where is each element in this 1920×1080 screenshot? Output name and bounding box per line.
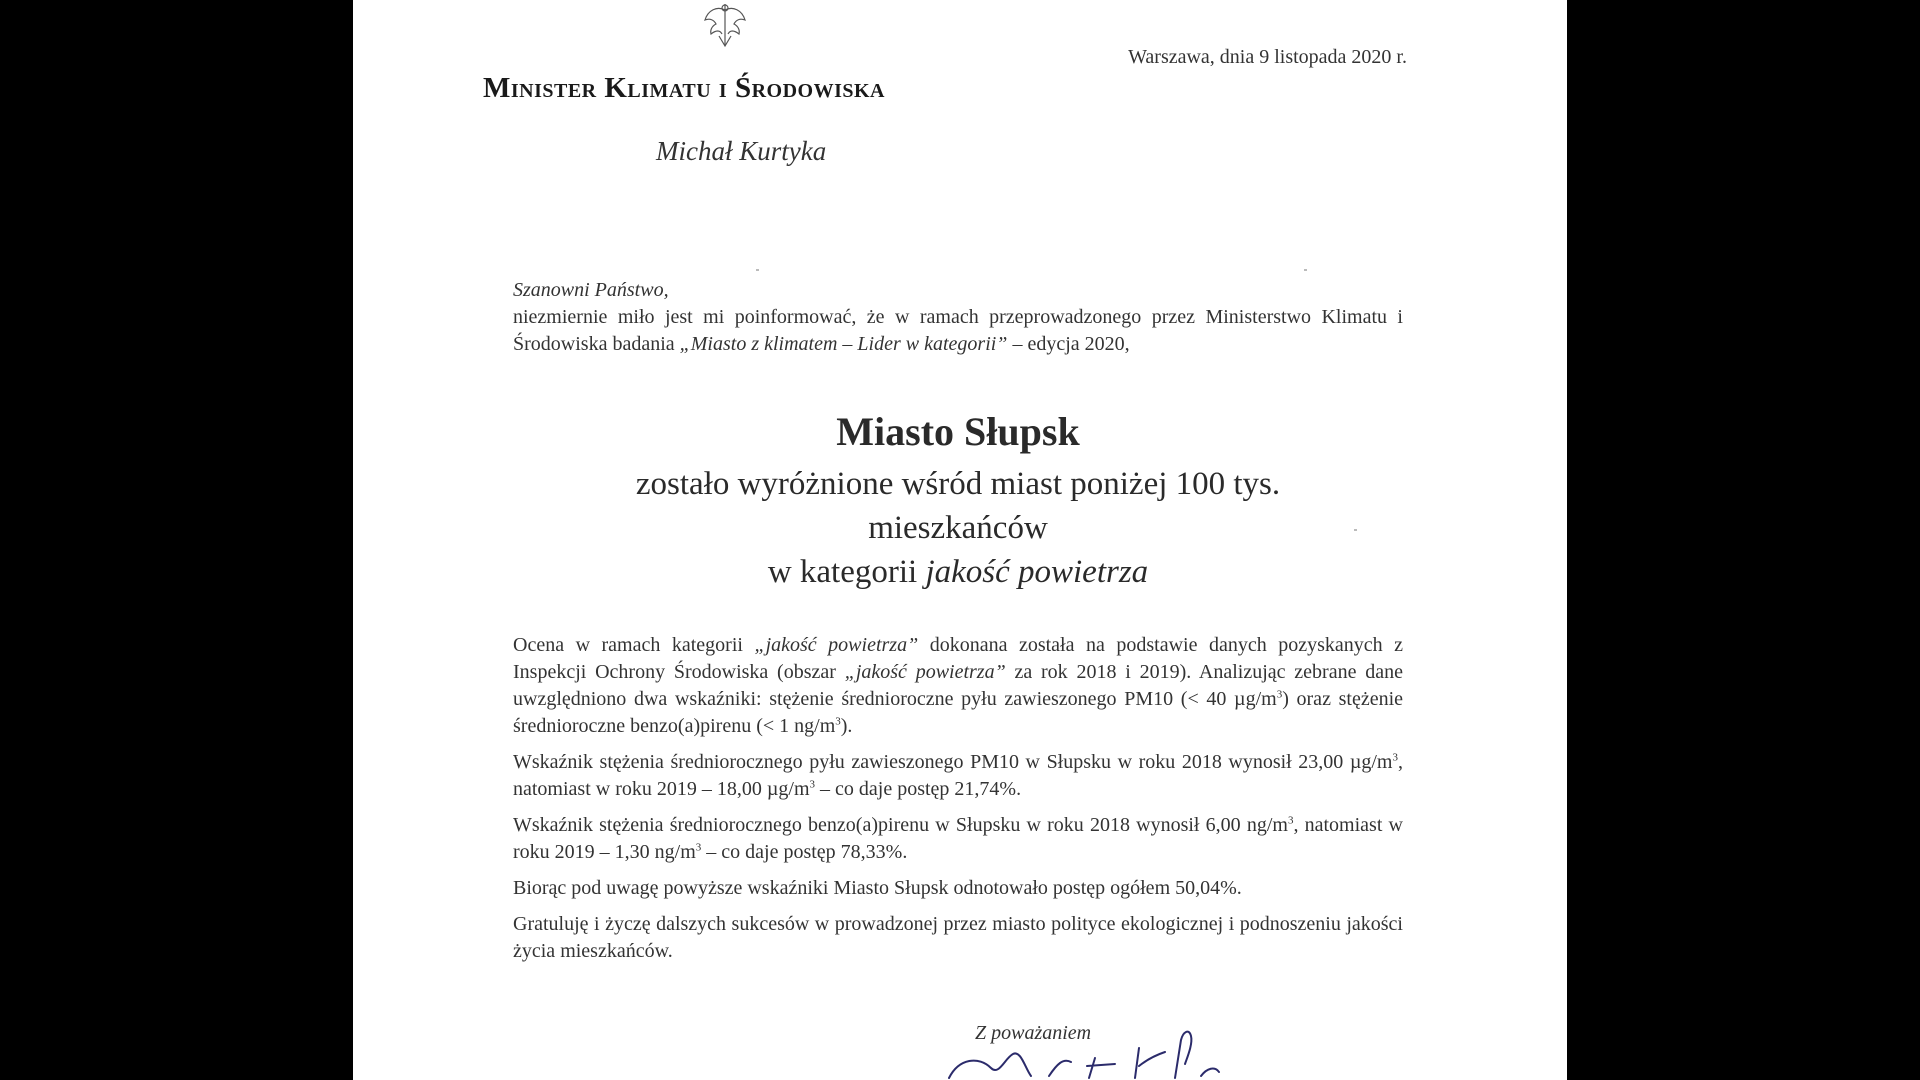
salutation-paragraph — [513, 277, 1403, 358]
letter-page — [353, 0, 1567, 1080]
award-city-title: Miasto Słupsk — [836, 409, 1080, 454]
award-category: jakość powietrza — [925, 554, 1149, 590]
body-paragraph-congratulations: Gratuluję i życzę dalszych sukcesów w prowadzonej przez miasto polityce ekologicznej i podnoszeniu jakości życia mieszkańców. — [513, 913, 1403, 962]
award-line-1: zostało wyróżnione wśród miast poniżej 100 tys. — [635, 466, 1281, 502]
body-paragraph-pm10: Wskaźnik stężenia średniorocznego pyłu zawieszonego PM10 w Słupsku w roku 2018 wynosił 23,00 $\mu g/m^3$, natomiast w roku 2019 – 18,00 $\mu g/m^3$ – co daje postęp 21,74%. — [513, 751, 1403, 800]
award-line-3: w kategorii jakość powietrza — [767, 554, 1149, 590]
survey-name: „Miasto z klimatem – Lider w kategorii” — [679, 333, 1008, 355]
greeting: Szanowni Państwo, — [513, 279, 669, 301]
eagle-emblem-icon — [702, 0, 748, 50]
letter-date: Warszawa, dnia 9 listopada 2020 r. — [1128, 46, 1407, 68]
minister-name: Michał Kurtyka — [656, 136, 827, 166]
letter-body — [513, 632, 1403, 974]
closing-phrase: Z poważaniem — [975, 1022, 1092, 1044]
minister-title: Minister Klimatu i Środowiska — [483, 72, 885, 104]
award-statement — [513, 462, 1403, 594]
scan-speck — [1304, 269, 1307, 271]
body-paragraph-assessment: Ocena w ramach kategorii „jakość powietrza” dokonana została na podstawie danych pozyskanych z Inspekcji Ochrony Środowiska (obszar „jakość powietrza” za rok 2018 i 2019). Analizując zebrane dane uwzględniono dwa wskaźniki: stężenie średnioroczne pyłu zawieszonego PM10 (< 40 $\mu g/m^3$) oraz stężenie średnioroczne benzo(a)pirenu (< 1 $ng/m^3$). — [513, 634, 1404, 737]
handwritten-signature — [939, 1018, 1269, 1080]
body-paragraph-total: Biorąc pod uwagę powyższe wskaźniki Miasto Słupsk odnotowało postęp ogółem 50,04%. — [513, 877, 1242, 899]
intro-text: niezmiernie miło jest mi poinformować, że w ramach przeprowadzonego przez Ministerstwo Klimatu i Środowiska badania „Miasto z klimatem – Lider w kategorii” – edycja 2020, — [513, 306, 1403, 355]
award-line-2: mieszkańców — [868, 510, 1048, 546]
body-paragraph-benzopyrene: Wskaźnik stężenia średniorocznego benzo(a)pirenu w Słupsku w roku 2018 wynosił 6,00 $ng/m^3$, natomiast w roku 2019 – 1,30 $ng/m^3$ – co daje postęp 78,33%. — [513, 814, 1403, 863]
scan-speck — [756, 269, 759, 271]
